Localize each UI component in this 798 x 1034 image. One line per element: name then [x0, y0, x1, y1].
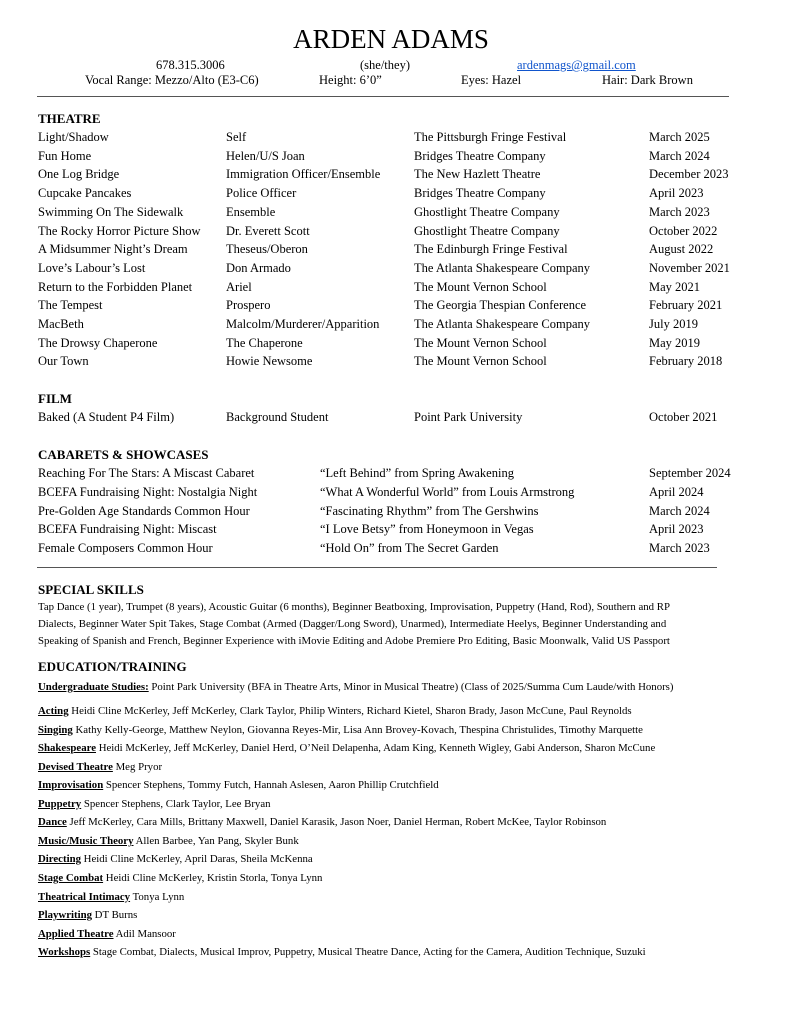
training-item — [38, 909, 137, 921]
theatre-show-title: The Tempest — [38, 298, 103, 313]
training-instructors: Spencer Stephens, Clark Taylor, Lee Bryan — [81, 797, 271, 810]
cabaret-date: March 2024 — [649, 503, 710, 518]
pronouns: (she/they) — [360, 58, 410, 72]
theatre-company: The Pittsburgh Fringe Festival — [414, 130, 567, 144]
training-label: Workshops — [38, 946, 91, 959]
theatre-date: March 2025 — [649, 130, 710, 144]
theatre-show-title: Light/Shadow — [38, 130, 109, 144]
training-instructors: Tonya Lynn — [130, 890, 185, 903]
cabaret-date: April 2023 — [649, 522, 704, 537]
training-instructors: Heidi Cline McKerley, Kristin Storla, Tonya Lynn — [103, 871, 323, 884]
theatre-role: Self — [226, 130, 247, 144]
theatre-company: Ghostlight Theatre Company — [414, 223, 560, 238]
film-date: October 2021 — [649, 410, 718, 424]
training-instructors: Allen Barbee, Yan Pang, Skyler Bunk — [133, 834, 299, 847]
theatre-date: March 2024 — [649, 148, 710, 163]
hair-color: Hair: Dark Brown — [602, 73, 693, 87]
training-item — [38, 946, 646, 958]
training-item — [38, 761, 162, 773]
training-instructors: Heidi Cline McKerley, Jeff McKerley, Clark Taylor, Philip Winters, Richard Kietel, Sharon Brady, Jason McCune, Paul Reynolds — [68, 705, 632, 717]
training-label: Improvisation — [38, 779, 104, 792]
cabaret-event: Female Composers Common Hour — [38, 541, 213, 556]
training-label: Devised Theatre — [38, 760, 113, 773]
training-instructors: DT Burns — [91, 909, 138, 922]
training-instructors: Kathy Kelly-George, Matthew Neylon, Giovanna Reyes-Mir, Lisa Ann Brovey-Kovach, Thespina Christulides, Timothy Marquette — [72, 723, 643, 736]
training-instructors: Adil Mansoor — [113, 927, 176, 940]
theatre-show-title: A Midsummer Night’s Dream — [38, 242, 188, 257]
theatre-company: The Atlanta Shakespeare Company — [414, 317, 590, 331]
theatre-date: November 2021 — [649, 260, 730, 275]
cabarets-heading: CABARETS & SHOWCASES — [38, 447, 209, 462]
training-label: Singing — [38, 723, 73, 736]
theatre-date: April 2023 — [649, 186, 704, 201]
theatre-company: The Mount Vernon School — [414, 335, 547, 350]
training-item — [38, 891, 184, 903]
training-label: Applied Theatre — [38, 927, 114, 940]
theatre-role: Don Armado — [226, 260, 291, 275]
training-item — [38, 742, 655, 754]
training-instructors: Stage Combat, Dialects, Musical Improv, Puppetry, Musical Theatre Dance, Acting for the Camera, Audition Technique, Suzuki — [90, 946, 646, 959]
theatre-company: Ghostlight Theatre Company — [414, 204, 560, 219]
training-label: Acting — [38, 705, 69, 717]
cabaret-song: “Hold On” from The Secret Garden — [320, 541, 499, 556]
email-link[interactable]: ardenmags@gmail.com — [517, 58, 636, 72]
theatre-role: Ariel — [226, 279, 252, 294]
training-instructors: Meg Pryor — [112, 760, 163, 773]
cabaret-date: April 2024 — [649, 484, 704, 499]
theatre-date: August 2022 — [649, 242, 714, 257]
film-heading: FILM — [38, 391, 72, 406]
film-role: Background Student — [226, 410, 329, 424]
cabaret-song: “I Love Betsy” from Honeymoon in Vegas — [320, 522, 534, 537]
training-item — [38, 779, 439, 791]
theatre-show-title: Love’s Labour’s Lost — [38, 260, 146, 275]
theatre-show-title: The Rocky Horror Picture Show — [38, 223, 201, 238]
theatre-show-title: One Log Bridge — [38, 167, 120, 182]
theatre-heading: THEATRE — [38, 111, 101, 126]
theatre-company: The Edinburgh Fringe Festival — [414, 242, 568, 257]
theatre-date: May 2019 — [649, 335, 701, 350]
theatre-role: Theseus/Oberon — [226, 242, 308, 257]
theatre-role: Immigration Officer/Ensemble — [226, 167, 381, 182]
theatre-role: Police Officer — [226, 186, 297, 201]
education-heading: EDUCATION/TRAINING — [38, 659, 187, 674]
training-label: Dance — [38, 816, 67, 829]
cabarets-divider — [37, 567, 717, 568]
training-item — [38, 705, 632, 717]
theatre-show-title: Our Town — [38, 354, 89, 369]
theatre-role: Howie Newsome — [226, 354, 313, 369]
training-item — [38, 872, 322, 884]
theatre-date: February 2018 — [649, 354, 723, 369]
theatre-show-title: Cupcake Pancakes — [38, 186, 132, 201]
skills-line: Tap Dance (1 year), Trumpet (8 years), Acoustic Guitar (6 months), Beginner Beatboxing, Improvisation, Puppetry (Hand, Rod), Southern and RP — [38, 601, 670, 613]
training-item — [38, 816, 606, 828]
skills-heading: SPECIAL SKILLS — [38, 582, 144, 597]
eye-color: Eyes: Hazel — [461, 73, 522, 87]
phone-number: 678.315.3006 — [156, 58, 225, 72]
training-label: Directing — [38, 853, 81, 866]
height: Height: 6’0” — [319, 73, 382, 87]
undergrad-label: Undergraduate Studies: — [38, 681, 149, 693]
cabaret-date: March 2023 — [649, 541, 710, 556]
theatre-role: Malcolm/Murderer/Apparition — [226, 317, 380, 331]
header-divider — [37, 96, 729, 97]
theatre-role: Prospero — [226, 298, 271, 313]
training-item — [38, 798, 271, 810]
training-instructors: Heidi Cline McKerley, April Daras, Sheila McKenna — [80, 853, 313, 866]
cabaret-song: “What A Wonderful World” from Louis Armstrong — [320, 484, 575, 499]
skills-line: Dialects, Beginner Water Spit Takes, Stage Combat (Armed (Dagger/Long Sword), Unarmed), Intermediate Heelys, Beginner Understanding and — [38, 618, 667, 630]
cabaret-event: Reaching For The Stars: A Miscast Cabaret — [38, 466, 255, 480]
training-label: Music/Music Theory — [38, 834, 134, 847]
theatre-role: Helen/U/S Joan — [226, 148, 305, 163]
theatre-date: December 2023 — [649, 167, 729, 182]
undergrad-text: Point Park University (BFA in Theatre Arts, Minor in Musical Theatre) (Class of 2025/Summa Cum Laude/with Honors) — [148, 681, 674, 693]
training-label: Shakespeare — [38, 742, 96, 755]
training-label: Theatrical Intimacy — [38, 890, 131, 903]
undergrad-line — [38, 681, 673, 693]
cabaret-event: BCEFA Fundraising Night: Miscast — [38, 522, 217, 537]
theatre-company: Bridges Theatre Company — [414, 186, 546, 201]
cabaret-song: “Fascinating Rhythm” from The Gershwins — [320, 503, 539, 518]
theatre-show-title: Return to the Forbidden Planet — [38, 279, 193, 294]
theatre-role: Dr. Everett Scott — [226, 223, 310, 238]
training-item — [38, 853, 313, 865]
theatre-show-title: The Drowsy Chaperone — [38, 335, 158, 350]
theatre-date: October 2022 — [649, 223, 718, 238]
film-company: Point Park University — [414, 410, 523, 424]
skills-line: Speaking of Spanish and French, Beginner Experience with iMovie Editing and Adobe Premiere Pro Editing, Basic Moonwalk, Valid US Passport — [38, 635, 670, 647]
cabaret-date: September 2024 — [649, 466, 731, 480]
training-item — [38, 724, 643, 736]
training-label: Playwriting — [38, 909, 92, 922]
theatre-company: The Georgia Thespian Conference — [414, 298, 587, 313]
theatre-date: March 2023 — [649, 204, 710, 219]
vocal-range: Vocal Range: Mezzo/Alto (E3-C6) — [85, 73, 259, 87]
theatre-role: The Chaperone — [226, 335, 303, 350]
theatre-date: May 2021 — [649, 279, 701, 294]
theatre-company: The New Hazlett Theatre — [414, 167, 541, 182]
training-item — [38, 928, 176, 940]
theatre-company: Bridges Theatre Company — [414, 148, 546, 163]
training-instructors: Jeff McKerley, Cara Mills, Brittany Maxwell, Daniel Karasik, Jason Noer, Daniel Herman, Robert McKee, Taylor Robinson — [66, 816, 607, 829]
theatre-date: February 2021 — [649, 298, 723, 313]
training-instructors: Spencer Stephens, Tommy Futch, Hannah Aslesen, Aaron Phillip Crutchfield — [103, 779, 439, 792]
theatre-show-title: Swimming On The Sidewalk — [38, 204, 184, 219]
resume-name: ARDEN ADAMS — [293, 24, 489, 54]
training-label: Puppetry — [38, 797, 82, 810]
theatre-date: July 2019 — [649, 317, 698, 331]
theatre-show-title: MacBeth — [38, 317, 84, 331]
training-label: Stage Combat — [38, 871, 104, 884]
theatre-company: The Mount Vernon School — [414, 354, 547, 369]
theatre-company: The Atlanta Shakespeare Company — [414, 260, 590, 275]
cabaret-song: “Left Behind” from Spring Awakening — [320, 466, 514, 480]
film-show-title: Baked (A Student P4 Film) — [38, 410, 175, 424]
cabaret-event: Pre-Golden Age Standards Common Hour — [38, 503, 250, 518]
theatre-company: The Mount Vernon School — [414, 279, 547, 294]
cabaret-event: BCEFA Fundraising Night: Nostalgia Night — [38, 484, 258, 499]
training-item — [38, 835, 299, 847]
theatre-role: Ensemble — [226, 204, 276, 219]
theatre-show-title: Fun Home — [38, 148, 92, 163]
training-instructors: Heidi McKerley, Jeff McKerley, Daniel Herd, O’Neil Delapenha, Adam King, Kenneth Wigley, Gabi Anderson, Sharon McCune — [96, 742, 656, 755]
